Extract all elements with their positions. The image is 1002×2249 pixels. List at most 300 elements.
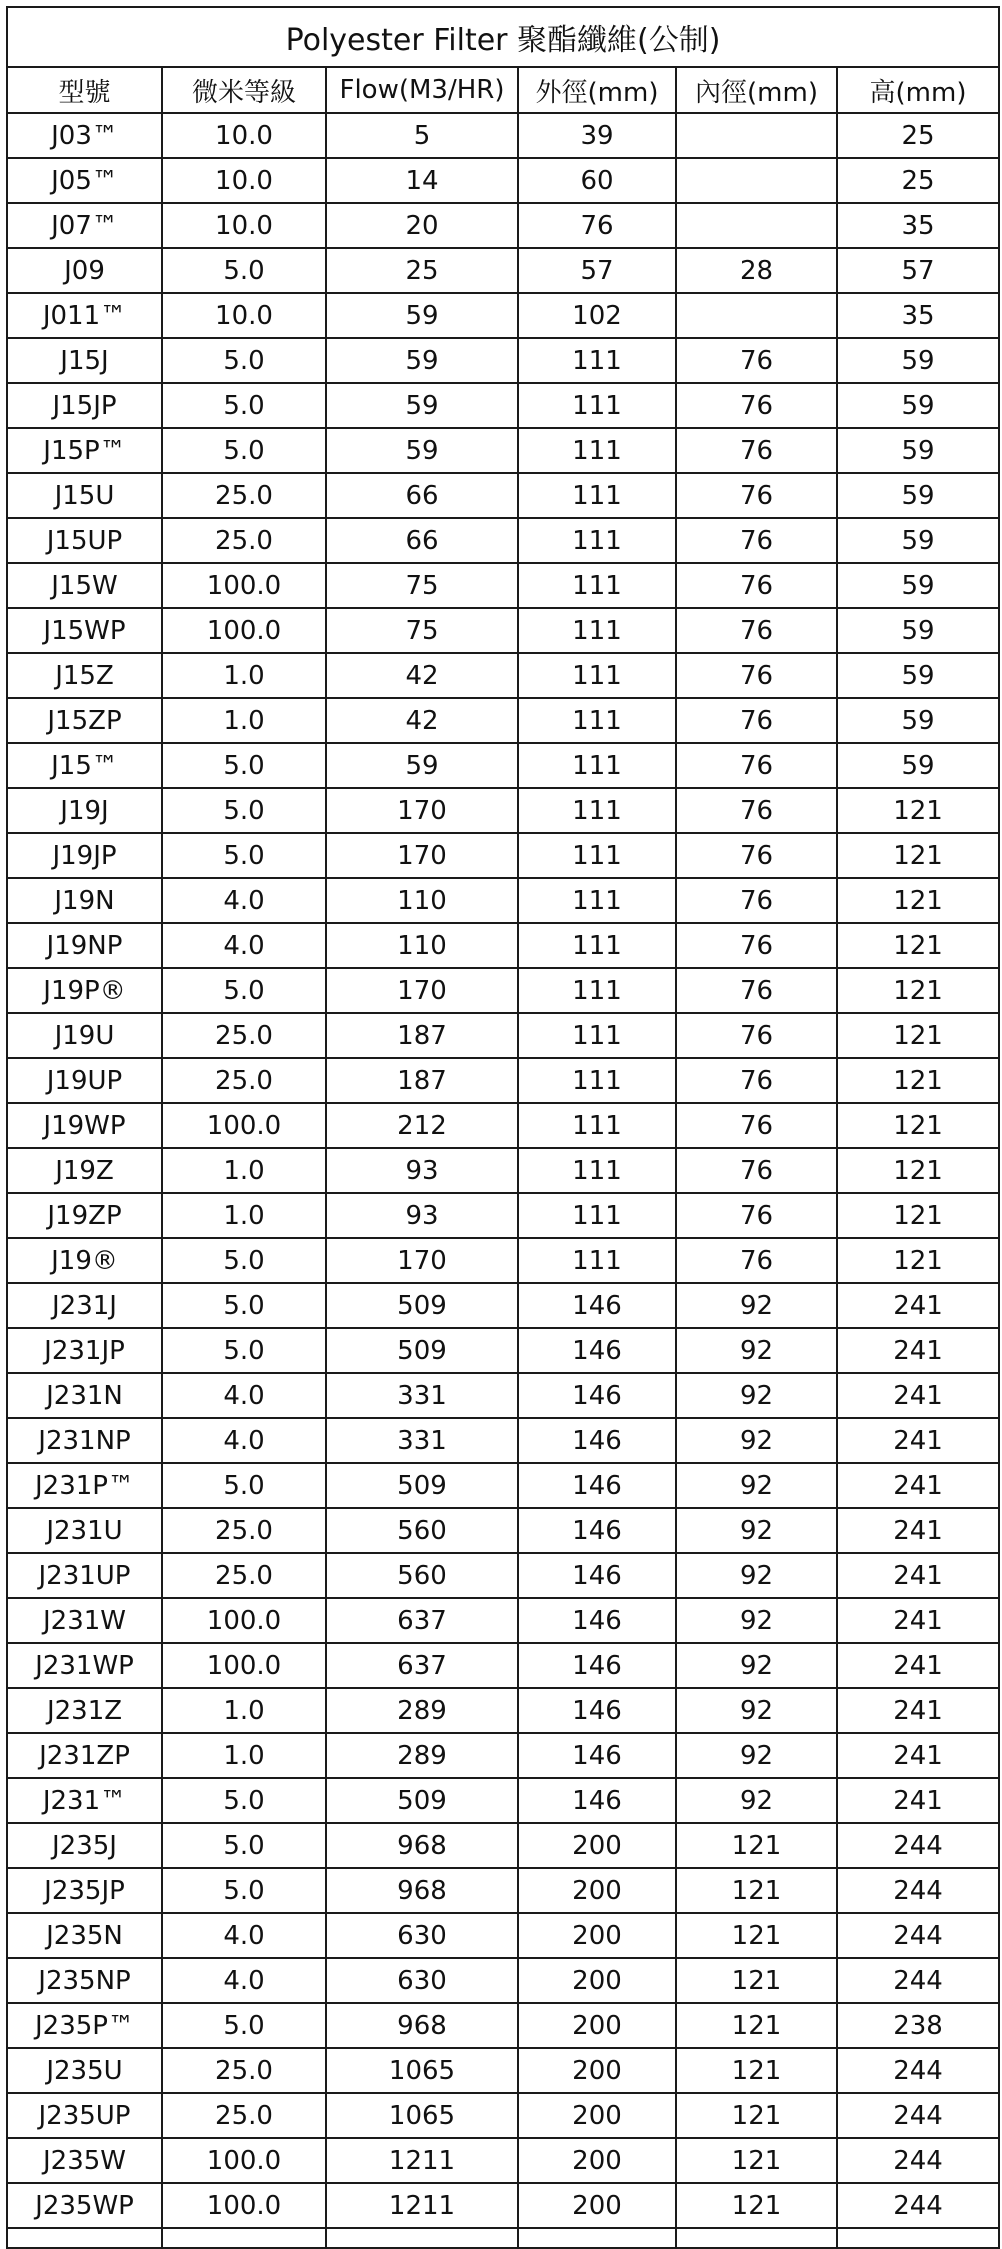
table-row [7,788,999,833]
table-row [7,248,999,293]
flow-cell: 637 [326,1643,518,1688]
outer-diameter-cell: 200 [518,1823,676,1868]
micron-cell: 100.0 [162,2138,326,2183]
model-cell: J231™ [7,1778,162,1823]
table-row [7,338,999,383]
height-cell: 244 [837,1958,999,2003]
flow-cell: 1211 [326,2138,518,2183]
micron-cell: 25.0 [162,1058,326,1103]
height-cell: 241 [837,1598,999,1643]
spec-table-container [6,6,998,2249]
flow-cell: 170 [326,788,518,833]
table-row [7,1328,999,1373]
flow-cell: 93 [326,1148,518,1193]
table-row [7,923,999,968]
model-cell: J15J [7,338,162,383]
model-cell: J19JP [7,833,162,878]
model-cell: J03™ [7,113,162,158]
inner-diameter-cell: 121 [676,2003,837,2048]
inner-diameter-cell: 92 [676,1778,837,1823]
table-row [7,1553,999,1598]
table-row [7,1913,999,1958]
flow-cell: 59 [326,428,518,473]
inner-diameter-cell: 76 [676,743,837,788]
micron-cell: 4.0 [162,1913,326,1958]
model-cell: J235JP [7,1868,162,1913]
micron-cell: 25.0 [162,518,326,563]
height-cell: 244 [837,1823,999,1868]
height-cell: 35 [837,203,999,248]
inner-diameter-cell: 92 [676,1598,837,1643]
micron-cell: 5.0 [162,428,326,473]
flow-cell: 170 [326,1238,518,1283]
model-cell: J011™ [7,293,162,338]
outer-diameter-cell: 111 [518,383,676,428]
inner-diameter-cell: 92 [676,1373,837,1418]
micron-cell: 100.0 [162,563,326,608]
height-cell: 244 [837,1913,999,1958]
flow-cell: 509 [326,1328,518,1373]
inner-diameter-cell [676,293,837,338]
micron-cell: 4.0 [162,1418,326,1463]
height-cell: 244 [837,2183,999,2228]
table-row [7,1508,999,1553]
filter-spec-table [6,6,1000,2249]
flow-cell: 170 [326,833,518,878]
model-cell: J09 [7,248,162,293]
table-row [7,113,999,158]
outer-diameter-cell: 60 [518,158,676,203]
flow-cell: 509 [326,1283,518,1328]
table-cell [7,2228,162,2248]
table-cell [326,2228,518,2248]
micron-cell: 10.0 [162,293,326,338]
inner-diameter-cell: 76 [676,833,837,878]
micron-cell: 5.0 [162,248,326,293]
model-cell: J15WP [7,608,162,653]
outer-diameter-cell: 200 [518,2138,676,2183]
flow-cell: 637 [326,1598,518,1643]
outer-diameter-cell: 111 [518,1238,676,1283]
height-cell: 241 [837,1778,999,1823]
micron-cell: 5.0 [162,968,326,1013]
table-row [7,1643,999,1688]
height-cell: 121 [837,878,999,923]
height-cell: 241 [837,1643,999,1688]
height-cell: 59 [837,653,999,698]
model-cell: J15ZP [7,698,162,743]
outer-diameter-cell: 146 [518,1553,676,1598]
table-row [7,1688,999,1733]
outer-diameter-cell: 111 [518,338,676,383]
inner-diameter-cell: 76 [676,383,837,428]
height-cell: 59 [837,473,999,518]
outer-diameter-cell: 146 [518,1373,676,1418]
micron-cell: 5.0 [162,833,326,878]
height-cell: 121 [837,1238,999,1283]
flow-cell: 968 [326,1823,518,1868]
table-row [7,608,999,653]
inner-diameter-cell: 121 [676,2138,837,2183]
model-cell: J19® [7,1238,162,1283]
model-cell: J15Z [7,653,162,698]
table-row [7,878,999,923]
micron-cell: 100.0 [162,1598,326,1643]
flow-cell: 289 [326,1688,518,1733]
title-row [7,7,999,67]
height-cell: 244 [837,2138,999,2183]
height-cell: 244 [837,2093,999,2138]
table-row [7,968,999,1013]
micron-cell: 1.0 [162,1193,326,1238]
inner-diameter-cell: 76 [676,1193,837,1238]
inner-diameter-cell: 28 [676,248,837,293]
flow-cell: 212 [326,1103,518,1148]
inner-diameter-cell: 92 [676,1508,837,1553]
flow-cell: 187 [326,1058,518,1103]
height-header: 高(mm) [837,67,999,113]
inner-diameter-cell: 121 [676,1823,837,1868]
flow-cell: 66 [326,473,518,518]
micron-cell: 10.0 [162,203,326,248]
height-cell: 59 [837,428,999,473]
inner-diameter-cell: 92 [676,1688,837,1733]
outer-diameter-cell: 111 [518,878,676,923]
outer-diameter-cell: 111 [518,968,676,1013]
header-row [7,67,999,113]
outer-diameter-cell: 146 [518,1283,676,1328]
flow-cell: 630 [326,1958,518,2003]
table-row [7,383,999,428]
flow-cell: 14 [326,158,518,203]
flow-cell: 968 [326,1868,518,1913]
inner-diameter-cell: 121 [676,1868,837,1913]
flow-cell: 66 [326,518,518,563]
outer-diameter-cell: 111 [518,698,676,743]
outer-diameter-header: 外徑(mm) [518,67,676,113]
model-cell: J235N [7,1913,162,1958]
table-row [7,2183,999,2228]
micron-cell: 25.0 [162,1013,326,1058]
height-cell: 121 [837,1193,999,1238]
model-cell: J235J [7,1823,162,1868]
model-header: 型號 [7,67,162,113]
inner-diameter-cell [676,113,837,158]
micron-cell: 5.0 [162,743,326,788]
outer-diameter-cell: 200 [518,2003,676,2048]
inner-diameter-cell: 121 [676,2048,837,2093]
outer-diameter-cell: 111 [518,518,676,563]
table-cell [162,2228,326,2248]
micron-cell: 5.0 [162,788,326,833]
height-cell: 241 [837,1688,999,1733]
micron-cell: 1.0 [162,1733,326,1778]
outer-diameter-cell: 200 [518,1913,676,1958]
height-cell: 121 [837,1058,999,1103]
flow-cell: 59 [326,383,518,428]
outer-diameter-cell: 111 [518,833,676,878]
outer-diameter-cell: 146 [518,1688,676,1733]
outer-diameter-cell: 200 [518,1868,676,1913]
model-cell: J231N [7,1373,162,1418]
micron-cell: 5.0 [162,1283,326,1328]
flow-cell: 170 [326,968,518,1013]
outer-diameter-cell: 111 [518,563,676,608]
micron-cell: 10.0 [162,158,326,203]
inner-diameter-cell: 76 [676,608,837,653]
table-row-partial [7,2228,999,2248]
flow-cell: 630 [326,1913,518,1958]
table-row [7,2138,999,2183]
table-row [7,2003,999,2048]
table-row [7,1058,999,1103]
height-cell: 59 [837,608,999,653]
flow-cell: 968 [326,2003,518,2048]
model-cell: J19WP [7,1103,162,1148]
table-row [7,1778,999,1823]
micron-cell: 10.0 [162,113,326,158]
model-cell: J19P® [7,968,162,1013]
outer-diameter-cell: 39 [518,113,676,158]
inner-diameter-cell: 92 [676,1463,837,1508]
height-cell: 241 [837,1508,999,1553]
micron-cell: 1.0 [162,698,326,743]
inner-diameter-cell: 76 [676,1148,837,1193]
table-row [7,518,999,563]
height-cell: 121 [837,833,999,878]
flow-cell: 509 [326,1778,518,1823]
inner-diameter-cell: 121 [676,2093,837,2138]
height-cell: 121 [837,788,999,833]
table-row [7,473,999,518]
inner-diameter-cell: 76 [676,788,837,833]
flow-cell: 187 [326,1013,518,1058]
flow-cell: 75 [326,563,518,608]
outer-diameter-cell: 146 [518,1418,676,1463]
outer-diameter-cell: 146 [518,1328,676,1373]
flow-cell: 42 [326,653,518,698]
model-cell: J15W [7,563,162,608]
micron-cell: 4.0 [162,1958,326,2003]
height-cell: 59 [837,698,999,743]
outer-diameter-cell: 102 [518,293,676,338]
micron-cell: 100.0 [162,1103,326,1148]
table-row [7,1148,999,1193]
inner-diameter-cell: 92 [676,1553,837,1598]
flow-cell: 110 [326,923,518,968]
inner-diameter-cell: 92 [676,1418,837,1463]
inner-diameter-cell: 76 [676,1013,837,1058]
model-cell: J07™ [7,203,162,248]
inner-diameter-cell [676,158,837,203]
micron-cell: 25.0 [162,473,326,518]
model-cell: J231U [7,1508,162,1553]
outer-diameter-cell: 57 [518,248,676,293]
table-row [7,158,999,203]
flow-cell: 75 [326,608,518,653]
height-cell: 59 [837,383,999,428]
micron-cell: 25.0 [162,1508,326,1553]
flow-cell: 560 [326,1553,518,1598]
flow-cell: 59 [326,338,518,383]
model-cell: J19Z [7,1148,162,1193]
inner-diameter-cell: 76 [676,1238,837,1283]
height-cell: 57 [837,248,999,293]
flow-cell: 25 [326,248,518,293]
inner-diameter-cell: 121 [676,2183,837,2228]
height-cell: 244 [837,1868,999,1913]
model-cell: J231P™ [7,1463,162,1508]
inner-diameter-cell: 76 [676,653,837,698]
outer-diameter-cell: 111 [518,788,676,833]
outer-diameter-cell: 146 [518,1778,676,1823]
flow-cell: 59 [326,293,518,338]
micron-cell: 5.0 [162,2003,326,2048]
flow-cell: 5 [326,113,518,158]
flow-cell: 1065 [326,2093,518,2138]
inner-diameter-cell: 76 [676,473,837,518]
table-body [7,113,999,2248]
outer-diameter-cell: 200 [518,2093,676,2138]
model-cell: J19NP [7,923,162,968]
outer-diameter-cell: 111 [518,1013,676,1058]
outer-diameter-cell: 200 [518,2048,676,2093]
model-cell: J19ZP [7,1193,162,1238]
height-cell: 241 [837,1733,999,1778]
model-cell: J15U [7,473,162,518]
outer-diameter-cell: 111 [518,473,676,518]
table-cell [518,2228,676,2248]
table-row [7,1238,999,1283]
outer-diameter-cell: 111 [518,743,676,788]
inner-diameter-cell: 76 [676,338,837,383]
model-cell: J05™ [7,158,162,203]
height-cell: 121 [837,968,999,1013]
height-cell: 121 [837,1013,999,1058]
table-row [7,2048,999,2093]
model-cell: J231Z [7,1688,162,1733]
inner-diameter-cell: 76 [676,1103,837,1148]
micron-cell: 4.0 [162,923,326,968]
table-row [7,293,999,338]
table-title: Polyester Filter 聚酯纖維(公制) [7,7,999,67]
inner-diameter-cell: 121 [676,1913,837,1958]
model-cell: J231ZP [7,1733,162,1778]
height-cell: 59 [837,518,999,563]
table-row [7,1868,999,1913]
outer-diameter-cell: 111 [518,1103,676,1148]
flow-cell: 20 [326,203,518,248]
model-cell: J235WP [7,2183,162,2228]
height-cell: 25 [837,113,999,158]
micron-cell: 5.0 [162,1868,326,1913]
outer-diameter-cell: 111 [518,428,676,473]
flow-cell: 560 [326,1508,518,1553]
table-row [7,203,999,248]
micron-cell: 5.0 [162,1238,326,1283]
height-cell: 121 [837,1103,999,1148]
micron-rating-header: 微米等級 [162,67,326,113]
outer-diameter-cell: 111 [518,1148,676,1193]
table-row [7,1598,999,1643]
flow-cell: 93 [326,1193,518,1238]
height-cell: 35 [837,293,999,338]
height-cell: 241 [837,1373,999,1418]
outer-diameter-cell: 146 [518,1463,676,1508]
micron-cell: 100.0 [162,1643,326,1688]
model-cell: J19U [7,1013,162,1058]
flow-cell: 1065 [326,2048,518,2093]
flow-cell: 1211 [326,2183,518,2228]
model-cell: J231W [7,1598,162,1643]
height-cell: 59 [837,563,999,608]
table-row [7,1418,999,1463]
model-cell: J235U [7,2048,162,2093]
micron-cell: 4.0 [162,1373,326,1418]
inner-diameter-cell: 76 [676,1058,837,1103]
micron-cell: 5.0 [162,1778,326,1823]
inner-diameter-cell: 92 [676,1283,837,1328]
table-row [7,1823,999,1868]
table-row [7,1463,999,1508]
height-cell: 244 [837,2048,999,2093]
height-cell: 238 [837,2003,999,2048]
height-cell: 241 [837,1463,999,1508]
model-cell: J15UP [7,518,162,563]
table-row [7,2093,999,2138]
inner-diameter-cell: 76 [676,923,837,968]
inner-diameter-cell: 76 [676,518,837,563]
model-cell: J231UP [7,1553,162,1598]
table-row [7,1733,999,1778]
outer-diameter-cell: 146 [518,1733,676,1778]
table-row [7,1958,999,2003]
micron-cell: 100.0 [162,2183,326,2228]
model-cell: J235UP [7,2093,162,2138]
micron-cell: 5.0 [162,338,326,383]
model-cell: J19UP [7,1058,162,1103]
table-cell [837,2228,999,2248]
micron-cell: 25.0 [162,1553,326,1598]
model-cell: J235W [7,2138,162,2183]
flow-cell: 289 [326,1733,518,1778]
inner-diameter-cell: 92 [676,1643,837,1688]
table-row [7,743,999,788]
micron-cell: 1.0 [162,1688,326,1733]
flow-header: Flow(M3/HR) [326,67,518,113]
micron-cell: 25.0 [162,2093,326,2138]
table-row [7,1103,999,1148]
model-cell: J231J [7,1283,162,1328]
inner-diameter-cell: 76 [676,878,837,923]
inner-diameter-cell: 92 [676,1733,837,1778]
model-cell: J15P™ [7,428,162,473]
height-cell: 59 [837,743,999,788]
outer-diameter-cell: 146 [518,1598,676,1643]
model-cell: J15™ [7,743,162,788]
height-cell: 121 [837,923,999,968]
model-cell: J19J [7,788,162,833]
flow-cell: 331 [326,1418,518,1463]
outer-diameter-cell: 76 [518,203,676,248]
outer-diameter-cell: 146 [518,1643,676,1688]
micron-cell: 4.0 [162,878,326,923]
inner-diameter-cell: 121 [676,1958,837,2003]
outer-diameter-cell: 146 [518,1508,676,1553]
table-row [7,563,999,608]
height-cell: 241 [837,1553,999,1598]
table-cell [676,2228,837,2248]
